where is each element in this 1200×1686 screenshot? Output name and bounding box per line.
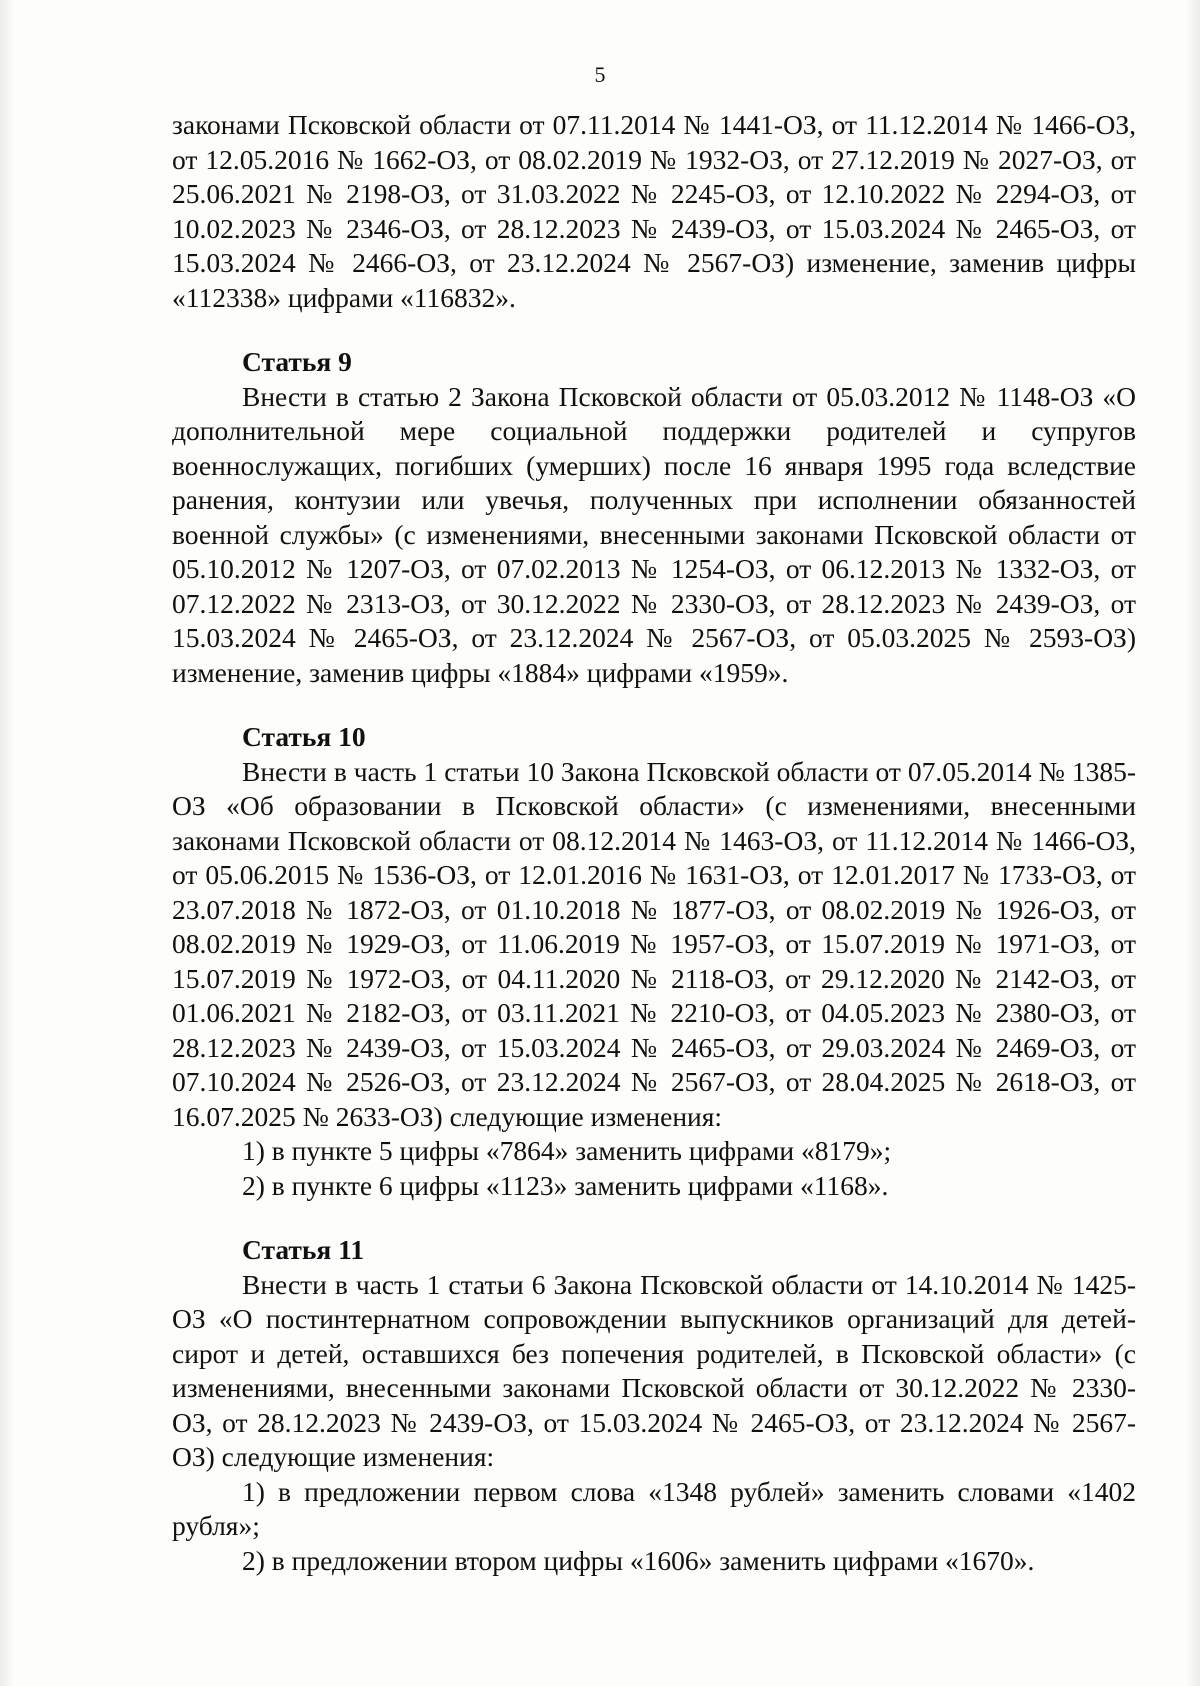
page-number: 5 — [594, 62, 606, 87]
article-10-text: Внести в часть 1 статьи 10 Закона Псковской области от 07.05.2014 № 1385-ОЗ «Об образовании в Псковской области» (с изменениями, внесенными законами Псковской области от 08.12.2014 № 1463-ОЗ, от 11.12.2014 № 1466-ОЗ, от 05.06.2015 № 1536-ОЗ, от 12.01.2016 № 1631-ОЗ, от 12.01.2017 № 1733-ОЗ, от 23.07.2018 № 1872-ОЗ, от 01.10.2018 № 1877-ОЗ, от 08.02.2019 № 1926-ОЗ, от 08.02.2019 № 1929-ОЗ, от 11.06.2019 № 1957-ОЗ, от 15.07.2019 № 1971-ОЗ, от 15.07.2019 № 1972-ОЗ, от 04.11.2020 № 2118-ОЗ, от 29.12.2020 № 2142-ОЗ, от 01.06.2021 № 2182-ОЗ, от 03.11.2021 № 2210-ОЗ, от 04.05.2023 № 2380-ОЗ, от 28.12.2023 № 2439-ОЗ, от 15.03.2024 № 2465-ОЗ, от 29.03.2024 № 2469-ОЗ, от 07.10.2024 № 2526-ОЗ, от 23.12.2024 № 2567-ОЗ, от 28.04.2025 № 2618-ОЗ, от 16.07.2025 № 2633-ОЗ) следующие изменения: — [172, 755, 1136, 1132]
article-10-heading: Статья 10 — [242, 721, 366, 752]
article-11-heading: Статья 11 — [242, 1234, 365, 1265]
article-11-item-2: 2) в предложении втором цифры «1606» заменить цифрами «1670». — [242, 1544, 1035, 1576]
article-11-item-1: 1) в предложении первом слова «1348 рублей» заменить словами «1402 рубля»; — [172, 1475, 1136, 1541]
article-10-item-1: 1) в пункте 5 цифры «7864» заменить цифрами «8179»; — [242, 1135, 892, 1166]
article-11-text: Внести в часть 1 статьи 6 Закона Псковской области от 14.10.2014 № 1425-ОЗ «О постинтернатном сопровождении выпускников организаций для детей-сирот и детей, оставшихся без попечения родителей, в Псковской области» (с изменениями, внесенными законами Псковской области от 30.12.2022 № 2330-ОЗ, от 28.12.2023 № 2439-ОЗ, от 15.03.2024 № 2465-ОЗ, от 23.12.2024 № 2567-ОЗ) следующие изменения: — [172, 1268, 1136, 1472]
intro-paragraph: законами Псковской области от 07.11.2014 № 1441-ОЗ, от 11.12.2014 № 1466-ОЗ, от 12.05.2016 № 1662-ОЗ, от 08.02.2019 № 1932-ОЗ, от 27.12.2019 № 2027-ОЗ, от 25.06.2021 № 2198-ОЗ, от 31.03.2022 № 2245-ОЗ, от 12.10.2022 № 2294-ОЗ, от 10.02.2023 № 2346-ОЗ, от 28.12.2023 № 2439-ОЗ, от 15.03.2024 № 2465-ОЗ, от 15.03.2024 № 2466-ОЗ, от 23.12.2024 № 2567-ОЗ) изменение, заменив цифры «112338» цифрами «116832». — [172, 109, 1136, 313]
article-10-item-2: 2) в пункте 6 цифры «1123» заменить цифрами «1168». — [242, 1169, 889, 1201]
scan-edge-left — [0, 0, 14, 1686]
document-body — [172, 108, 1136, 1578]
article-9-heading: Статья 9 — [242, 346, 352, 377]
article-9-text: Внести в статью 2 Закона Псковской области от 05.03.2012 № 1148-ОЗ «О дополнительной мере социальной поддержки родителей и супругов военнослужащих, погибших (умерших) после 16 января 1995 года вследствие ранения, контузии или увечья, полученных при исполнении обязанностей военной службы» (с изменениями, внесенными законами Псковской области от 05.10.2012 № 1207-ОЗ, от 07.02.2013 № 1254-ОЗ, от 06.12.2013 № 1332-ОЗ, от 07.12.2022 № 2313-ОЗ, от 30.12.2022 № 2330-ОЗ, от 28.12.2023 № 2439-ОЗ, от 15.03.2024 № 2465-ОЗ, от 23.12.2024 № 2567-ОЗ, от 05.03.2025 № 2593-ОЗ) изменение, заменив цифры «1884» цифрами «1959». — [172, 380, 1136, 688]
scan-edge-right — [1186, 0, 1200, 1686]
